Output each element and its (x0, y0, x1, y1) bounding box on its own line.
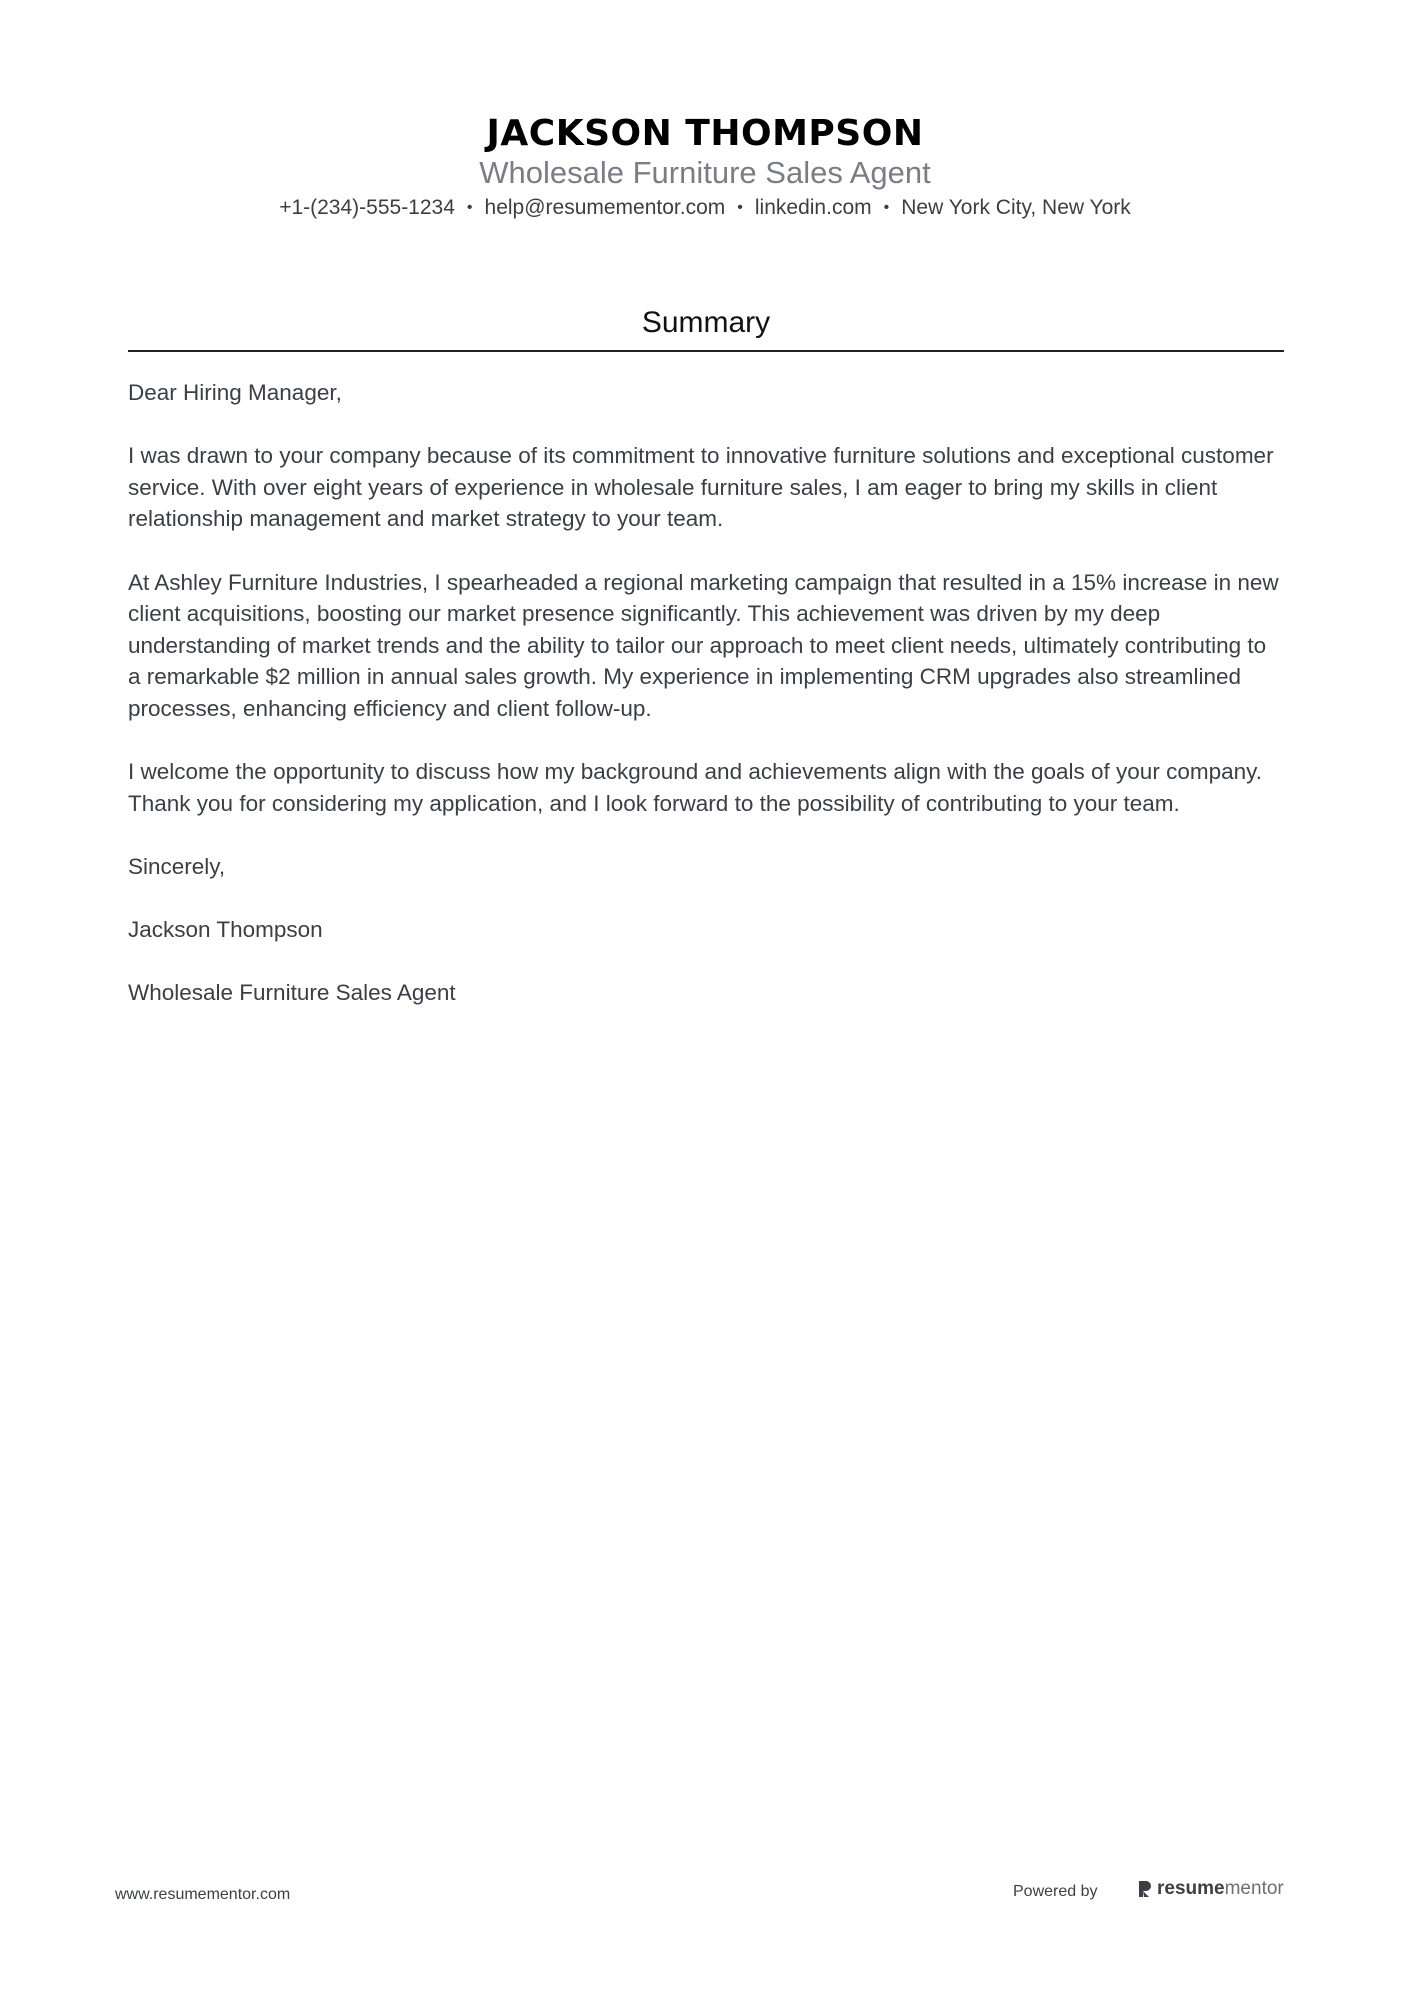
resumementor-brand-logo[interactable] (1137, 1878, 1284, 1900)
signature-title: Wholesale Furniture Sales Agent (128, 980, 456, 1006)
closing: Sincerely, (128, 853, 226, 879)
powered-by-label: Powered by (1013, 1883, 1098, 1900)
contact-email: help@resumementor.com (484, 196, 726, 219)
candidate-job-title: Wholesale Furniture Sales Agent (479, 155, 931, 190)
footer-website-link[interactable]: www.resumementor.com (115, 1886, 291, 1903)
contact-line (0, 194, 1410, 222)
section-divider (128, 350, 1284, 352)
resumementor-logo-icon (1137, 1879, 1153, 1899)
contact-separator: • (883, 199, 890, 216)
contact-phone: +1-(234)-555-1234 (279, 196, 455, 219)
summary-heading: Summary (641, 306, 771, 339)
salutation: Dear Hiring Manager, (128, 380, 342, 405)
candidate-name: JACKSON THOMPSON (486, 113, 924, 154)
brand-name-light: mentor (1224, 1878, 1284, 1899)
contact-website: linkedin.com (754, 196, 872, 219)
cover-letter-body (128, 377, 1284, 1040)
contact-separator: • (466, 199, 473, 216)
brand-name-bold: resume (1157, 1878, 1225, 1899)
resume-header (0, 112, 1410, 222)
letter-paragraph: At Ashley Furniture Industries, I spearheaded a regional marketing campaign that resulted in a 15% increase in new client acquisitions, boosting our market presence significantly. This achievement was driven by my deep understanding of market trends and the ability to tailor our approach to meet client needs, ultimately contributing to a remarkable $2 million in annual sales growth. My experience in implementing CRM upgrades also streamlined processes, enhancing efficiency and client follow-up. (128, 569, 1279, 721)
contact-location: New York City, New York (901, 196, 1131, 219)
letter-paragraph: I was drawn to your company because of its commitment to innovative furniture solutions and exceptional customer service. With over eight years of experience in wholesale furniture sales, I am eager to bring my skills in client relationship management and market strategy to your team. (128, 443, 1274, 532)
letter-paragraph: I welcome the opportunity to discuss how my background and achievements align with the goals of your company. Thank you for considering my application, and I look forward to the possibility of contributing to your team. (128, 759, 1262, 816)
signature-name: Jackson Thompson (128, 917, 323, 943)
contact-separator: • (737, 199, 743, 216)
